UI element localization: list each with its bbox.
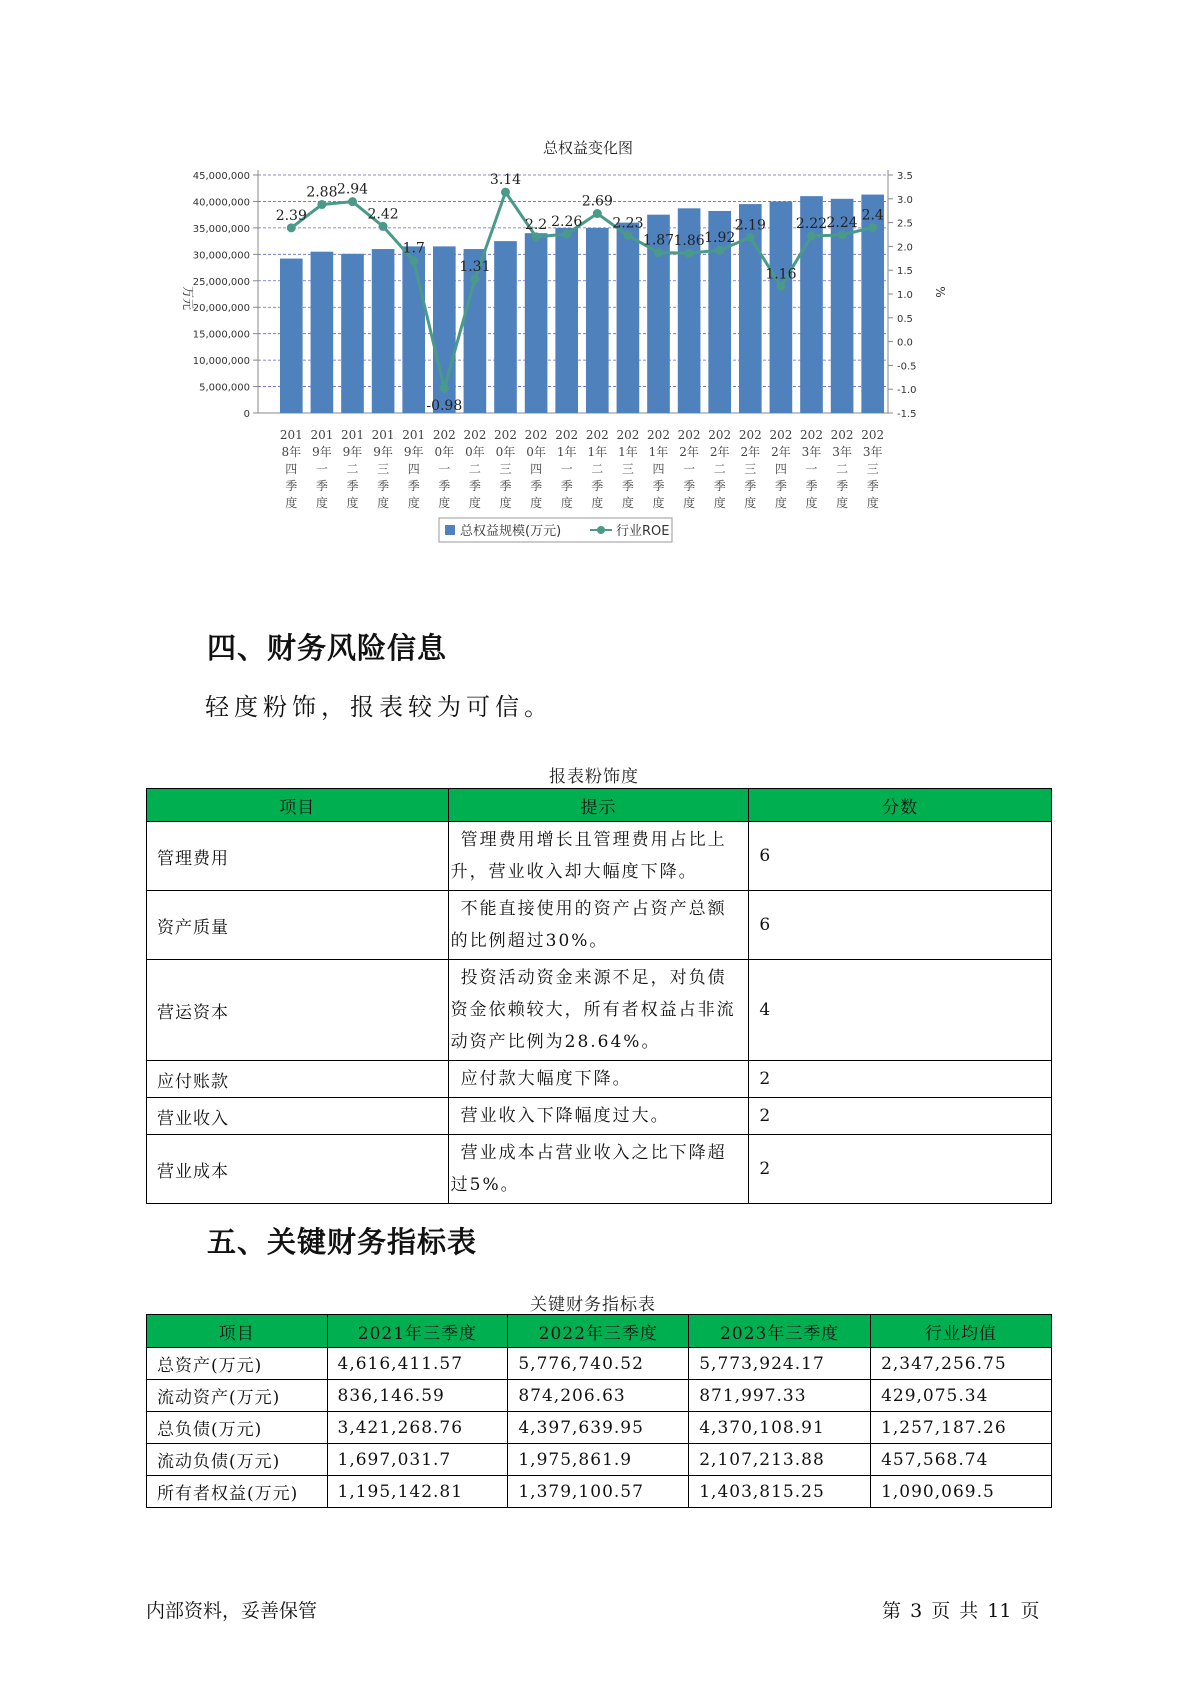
- x-tick-label: 201: [310, 428, 334, 442]
- roe-point: [746, 233, 755, 242]
- y-left-tick-label: 5,000,000: [199, 382, 250, 394]
- legend-bar-swatch: [445, 525, 455, 535]
- indicator-name-cell: 所有者权益(万元): [147, 1476, 328, 1508]
- x-tick-label: 202: [432, 428, 456, 442]
- x-tick-label: 季: [407, 479, 420, 493]
- x-tick-label: 度: [560, 496, 573, 510]
- x-tick-label: 0年: [495, 445, 516, 459]
- page-suffix: 页: [1020, 1600, 1040, 1622]
- chart-title: 总权益变化图: [542, 139, 634, 157]
- roe-data-label: 1.92: [704, 230, 736, 247]
- y-left-axis-label: 万元: [181, 285, 195, 311]
- indicator-name-cell: 流动资产(万元): [147, 1380, 328, 1412]
- x-tick-label: 一: [560, 462, 573, 476]
- x-tick-label: 202: [494, 428, 517, 442]
- x-tick-label: 0年: [526, 445, 546, 459]
- risk-tip-line: 应付款大幅度下降。: [460, 1069, 632, 1089]
- roe-point: [776, 282, 785, 291]
- x-tick-label: 度: [713, 496, 726, 510]
- risk-tip-cell: [448, 960, 749, 1061]
- x-tick-label: 度: [866, 496, 879, 510]
- x-tick-label: 2年: [679, 445, 699, 459]
- risk-tip-line: 管理费用增长且管理费用占比上: [460, 830, 727, 850]
- indicator-name-cell: 总资产(万元): [147, 1348, 328, 1380]
- risk-score-cell: 2: [749, 1061, 1052, 1098]
- risk-tip-line: 投资活动资金来源不足，对负债: [460, 968, 727, 988]
- x-tick-label: 度: [499, 496, 512, 510]
- x-tick-label: 0年: [465, 445, 485, 459]
- indicator-value-cell: 3,421,268.76: [327, 1412, 508, 1444]
- roe-data-label: 1.16: [765, 266, 797, 283]
- indicator-value-cell: 871,997.33: [689, 1380, 871, 1412]
- equity-chart: [170, 138, 1030, 598]
- x-tick-label: 二: [836, 462, 849, 476]
- x-tick-label: 二: [346, 462, 359, 476]
- y-left-tick-label: 0: [243, 409, 250, 420]
- footer-confidential: 内部资料，妥善保管: [146, 1600, 318, 1622]
- x-tick-label: 一: [683, 462, 696, 476]
- x-tick-label: 度: [652, 496, 665, 510]
- roe-point: [838, 230, 847, 239]
- roe-point: [623, 231, 632, 240]
- x-tick-label: 0年: [434, 445, 455, 459]
- header-industry-avg: 行业均值: [871, 1315, 1052, 1348]
- x-tick-label: 四: [285, 462, 298, 476]
- x-tick-label: 三: [499, 462, 512, 476]
- page-current: 3: [910, 1600, 923, 1622]
- x-tick-label: 一: [805, 462, 818, 476]
- x-tick-label: 度: [346, 496, 359, 510]
- x-tick-label: 201: [279, 428, 303, 442]
- roe-point: [715, 246, 724, 255]
- header-2021q3: 2021年三季度: [327, 1315, 508, 1348]
- indicator-value-cell: 5,773,924.17: [689, 1348, 871, 1380]
- indicator-value-cell: 836,146.59: [327, 1380, 508, 1412]
- x-tick-label: 1年: [618, 445, 638, 459]
- header-2022q3: 2022年三季度: [508, 1315, 689, 1348]
- indicator-value-cell: 1,195,142.81: [327, 1476, 508, 1508]
- roe-data-label: 2.39: [275, 207, 307, 224]
- risk-table-row: [147, 891, 1052, 960]
- x-tick-label: 度: [377, 496, 390, 510]
- x-tick-label: 度: [621, 496, 634, 510]
- section4-summary: 轻度粉饰，报表较为可信。: [205, 693, 553, 721]
- risk-tip-line: 营业成本占营业收入之比下降超: [460, 1143, 727, 1163]
- x-tick-label: 2年: [771, 445, 791, 459]
- x-tick-label: 季: [805, 479, 818, 493]
- x-tick-label: 季: [560, 479, 573, 493]
- roe-data-label: 2.22: [795, 215, 828, 232]
- roe-point: [562, 230, 571, 239]
- risk-tip-cell: [448, 1098, 749, 1135]
- bar: [311, 252, 334, 413]
- x-tick-label: 3年: [832, 445, 852, 459]
- x-tick-label: 202: [708, 428, 732, 442]
- indicator-value-cell: 5,776,740.52: [508, 1348, 689, 1380]
- header-score: 分数: [749, 789, 1052, 822]
- x-tick-label: 度: [744, 496, 757, 510]
- legend-line-label: 行业ROE: [616, 524, 670, 539]
- roe-data-label: 1.86: [673, 233, 705, 250]
- x-tick-label: 季: [499, 479, 512, 493]
- roe-data-label: 1.87: [642, 232, 675, 249]
- x-tick-label: 季: [285, 479, 298, 493]
- y-left-tick-label: 30,000,000: [192, 250, 250, 262]
- indicator-value-cell: 2,347,256.75: [871, 1348, 1052, 1380]
- x-tick-label: 四: [530, 462, 543, 476]
- bar: [555, 228, 578, 413]
- risk-tip-line: 升，营业收入却大幅度下降。: [450, 862, 698, 882]
- indicator-name-cell: 流动负债(万元): [147, 1444, 328, 1476]
- x-tick-label: 季: [591, 479, 604, 493]
- risk-tip-cell: [448, 891, 749, 960]
- roe-point: [348, 197, 357, 206]
- y-right-tick-label: 2.0: [897, 242, 913, 254]
- risk-score-cell: 2: [749, 1135, 1052, 1204]
- x-tick-label: 度: [468, 496, 481, 510]
- roe-data-label: 1.7: [402, 240, 425, 257]
- x-tick-label: 季: [866, 479, 879, 493]
- roe-data-label: 2.69: [581, 193, 613, 210]
- x-tick-label: 季: [713, 479, 726, 493]
- legend-bar-label: 总权益规模(万元): [460, 524, 562, 539]
- roe-data-label: 1.31: [459, 259, 491, 276]
- risk-tip-line: 营业收入下降幅度过大。: [460, 1106, 670, 1126]
- x-tick-label: 一: [438, 462, 451, 476]
- x-tick-label: 季: [652, 479, 665, 493]
- indicator-value-cell: 4,370,108.91: [689, 1412, 871, 1444]
- indicator-name-cell: 总负债(万元): [147, 1412, 328, 1444]
- x-tick-label: 度: [836, 496, 849, 510]
- header-2023q3: 2023年三季度: [689, 1315, 871, 1348]
- indicator-table-header: [147, 1315, 1052, 1348]
- x-tick-label: 四: [407, 462, 420, 476]
- x-tick-label: 季: [377, 479, 390, 493]
- header-item: 项目: [147, 1315, 328, 1348]
- y-right-tick-label: -0.5: [897, 361, 917, 373]
- y-right-tick-label: -1.5: [897, 409, 917, 420]
- x-tick-label: 季: [315, 479, 328, 493]
- risk-table-header: [147, 789, 1052, 822]
- x-tick-label: 四: [774, 462, 787, 476]
- bar: [617, 223, 640, 413]
- y-left-tick-label: 40,000,000: [192, 197, 250, 209]
- bar: [402, 246, 425, 413]
- indicator-value-cell: 4,397,639.95: [508, 1412, 689, 1444]
- indicator-table-caption: 关键财务指标表: [530, 1295, 656, 1315]
- x-tick-label: 201: [371, 428, 395, 442]
- x-tick-label: 度: [315, 496, 328, 510]
- bar: [280, 259, 303, 413]
- x-tick-label: 202: [647, 428, 670, 442]
- x-tick-label: 202: [524, 428, 548, 442]
- x-tick-label: 9年: [403, 445, 424, 459]
- x-tick-label: 季: [774, 479, 787, 493]
- roe-data-label: 2.42: [367, 206, 399, 223]
- x-tick-label: 季: [438, 479, 451, 493]
- x-tick-label: 一: [315, 462, 328, 476]
- roe-data-label: 2.23: [612, 215, 644, 232]
- indicator-table-row: [147, 1476, 1052, 1508]
- roe-data-label: 2.26: [551, 214, 583, 231]
- indicator-value-cell: 1,257,187.26: [871, 1412, 1052, 1444]
- roe-point: [409, 256, 418, 265]
- risk-table: [146, 788, 1052, 1204]
- x-tick-label: 202: [555, 428, 579, 442]
- x-tick-label: 202: [463, 428, 487, 442]
- indicator-value-cell: 1,975,861.9: [508, 1444, 689, 1476]
- x-tick-label: 季: [744, 479, 757, 493]
- x-tick-label: 季: [346, 479, 359, 493]
- indicator-value-cell: 1,403,815.25: [689, 1476, 871, 1508]
- x-tick-label: 季: [468, 479, 481, 493]
- roe-point: [593, 209, 602, 218]
- x-tick-label: 202: [769, 428, 793, 442]
- roe-data-label: 2.4: [861, 207, 884, 224]
- risk-tip-line: 动资产比例为28.64%。: [450, 1032, 661, 1052]
- bar: [372, 249, 395, 413]
- x-tick-label: 8年: [281, 445, 302, 459]
- risk-tip-line: 资金依赖较大，所有者权益占非流: [450, 1000, 736, 1020]
- roe-point: [317, 200, 326, 209]
- risk-tip-cell: [448, 1061, 749, 1098]
- x-tick-label: 9年: [342, 445, 363, 459]
- risk-item-cell: 营运资本: [147, 960, 449, 1061]
- x-tick-label: 度: [805, 496, 818, 510]
- x-tick-label: 三: [377, 462, 390, 476]
- equity-chart-svg: [170, 138, 1030, 598]
- bar: [586, 228, 609, 413]
- indicator-table: [146, 1314, 1052, 1508]
- y-left-tick-label: 25,000,000: [192, 276, 250, 288]
- bar: [341, 254, 364, 413]
- y-right-tick-label: 1.0: [897, 290, 913, 301]
- roe-point: [685, 249, 694, 258]
- indicator-value-cell: 1,379,100.57: [508, 1476, 689, 1508]
- page-prefix: 第: [882, 1600, 902, 1622]
- risk-table-row: [147, 1135, 1052, 1204]
- x-tick-label: 度: [683, 496, 696, 510]
- header-item: 项目: [147, 789, 449, 822]
- x-tick-label: 2年: [709, 445, 730, 459]
- x-tick-label: 202: [861, 428, 885, 442]
- roe-point: [654, 248, 663, 257]
- risk-table-row: [147, 1098, 1052, 1135]
- risk-tip-line: 的比例超过30%。: [450, 931, 609, 951]
- x-tick-label: 季: [683, 479, 696, 493]
- x-tick-label: 季: [621, 479, 634, 493]
- indicator-value-cell: 4,616,411.57: [327, 1348, 508, 1380]
- risk-tip-line: 不能直接使用的资产占资产总额: [460, 899, 727, 919]
- indicator-table-row: [147, 1380, 1052, 1412]
- x-tick-label: 1年: [556, 445, 577, 459]
- x-tick-label: 二: [591, 462, 604, 476]
- risk-score-cell: 4: [749, 960, 1052, 1061]
- bar: [525, 233, 548, 413]
- y-left-tick-label: 45,000,000: [192, 171, 250, 182]
- risk-tip-line: 过5%。: [450, 1175, 520, 1195]
- risk-tip-cell: [448, 1135, 749, 1204]
- risk-item-cell: 资产质量: [147, 891, 449, 960]
- indicator-table-row: [147, 1348, 1052, 1380]
- x-tick-label: 度: [285, 496, 298, 510]
- x-tick-label: 9年: [312, 445, 332, 459]
- roe-point: [807, 231, 816, 240]
- y-right-tick-label: 3.5: [897, 171, 913, 182]
- roe-data-label: -0.98: [426, 398, 463, 415]
- x-tick-label: 202: [616, 428, 640, 442]
- risk-item-cell: 营业成本: [147, 1135, 449, 1204]
- indicator-value-cell: 1,090,069.5: [871, 1476, 1052, 1508]
- x-tick-label: 三: [866, 462, 879, 476]
- x-tick-label: 202: [830, 428, 854, 442]
- x-tick-label: 度: [407, 496, 420, 510]
- x-tick-label: 二: [713, 462, 726, 476]
- roe-point: [440, 384, 449, 393]
- x-tick-label: 202: [800, 428, 823, 442]
- footer-page-number: [882, 1596, 1040, 1623]
- x-tick-label: 二: [468, 462, 481, 476]
- risk-table-caption: 报表粉饰度: [549, 767, 639, 787]
- y-right-tick-label: 2.5: [897, 218, 913, 230]
- risk-item-cell: 营业收入: [147, 1098, 449, 1135]
- bar: [494, 241, 517, 413]
- x-tick-label: 9年: [373, 445, 393, 459]
- x-tick-label: 度: [774, 496, 787, 510]
- x-tick-label: 201: [341, 428, 364, 442]
- y-left-tick-label: 35,000,000: [192, 223, 250, 235]
- roe-data-label: 2.88: [306, 184, 338, 201]
- x-tick-label: 1年: [587, 445, 608, 459]
- x-tick-label: 201: [402, 428, 426, 442]
- x-tick-label: 202: [738, 428, 762, 442]
- indicator-value-cell: 874,206.63: [508, 1380, 689, 1412]
- risk-table-row: [147, 822, 1052, 891]
- page-mid: 页 共: [931, 1600, 979, 1622]
- risk-table-row: [147, 1061, 1052, 1098]
- x-tick-label: 度: [530, 496, 543, 510]
- roe-point: [287, 223, 296, 232]
- x-tick-label: 三: [744, 462, 757, 476]
- roe-data-label: 2.24: [826, 214, 858, 231]
- x-tick-label: 度: [438, 496, 451, 510]
- y-right-tick-label: 1.5: [897, 266, 913, 278]
- roe-point: [501, 188, 510, 197]
- risk-item-cell: 应付账款: [147, 1061, 449, 1098]
- roe-data-label: 2.94: [336, 181, 369, 198]
- indicator-table-row: [147, 1444, 1052, 1476]
- x-tick-label: 度: [591, 496, 604, 510]
- x-tick-label: 2年: [740, 445, 761, 459]
- risk-tip-cell: [448, 822, 749, 891]
- page-total: 11: [987, 1600, 1012, 1622]
- section5-heading: 五、关键财务指标表: [207, 1225, 478, 1259]
- x-tick-label: 季: [836, 479, 849, 493]
- x-tick-label: 季: [530, 479, 543, 493]
- indicator-value-cell: 2,107,213.88: [689, 1444, 871, 1476]
- y-left-tick-label: 10,000,000: [192, 356, 250, 368]
- indicator-value-cell: 457,568.74: [871, 1444, 1052, 1476]
- roe-data-label: 2.19: [734, 217, 766, 234]
- risk-table-row: [147, 960, 1052, 1061]
- y-right-axis-label: %: [933, 286, 947, 298]
- x-tick-label: 3年: [801, 445, 822, 459]
- roe-point: [379, 222, 388, 231]
- roe-point: [532, 232, 541, 241]
- roe-point: [868, 223, 877, 232]
- x-tick-label: 三: [621, 462, 634, 476]
- x-tick-label: 202: [585, 428, 609, 442]
- legend-line-marker: [597, 526, 605, 534]
- roe-data-label: 2.2: [524, 216, 548, 233]
- bar: [770, 201, 793, 413]
- x-tick-label: 3年: [862, 445, 883, 459]
- x-tick-label: 四: [652, 462, 665, 476]
- y-right-tick-label: 3.0: [897, 194, 913, 206]
- indicator-table-row: [147, 1412, 1052, 1444]
- risk-score-cell: 6: [749, 891, 1052, 960]
- risk-score-cell: 6: [749, 822, 1052, 891]
- y-right-tick-label: -1.0: [897, 385, 917, 397]
- y-left-tick-label: 20,000,000: [192, 303, 250, 315]
- y-right-tick-label: 0.5: [897, 313, 913, 325]
- header-tip: 提示: [448, 789, 749, 822]
- indicator-value-cell: 429,075.34: [871, 1380, 1052, 1412]
- roe-data-label: 3.14: [489, 172, 522, 189]
- indicator-value-cell: 1,697,031.7: [327, 1444, 508, 1476]
- risk-item-cell: 管理费用: [147, 822, 449, 891]
- x-tick-label: 202: [677, 428, 701, 442]
- section4-heading: 四、财务风险信息: [207, 631, 448, 665]
- y-left-tick-label: 15,000,000: [192, 329, 250, 341]
- x-tick-label: 1年: [648, 445, 669, 459]
- y-right-tick-label: 0.0: [897, 337, 913, 349]
- risk-score-cell: 2: [749, 1098, 1052, 1135]
- roe-point: [470, 275, 479, 284]
